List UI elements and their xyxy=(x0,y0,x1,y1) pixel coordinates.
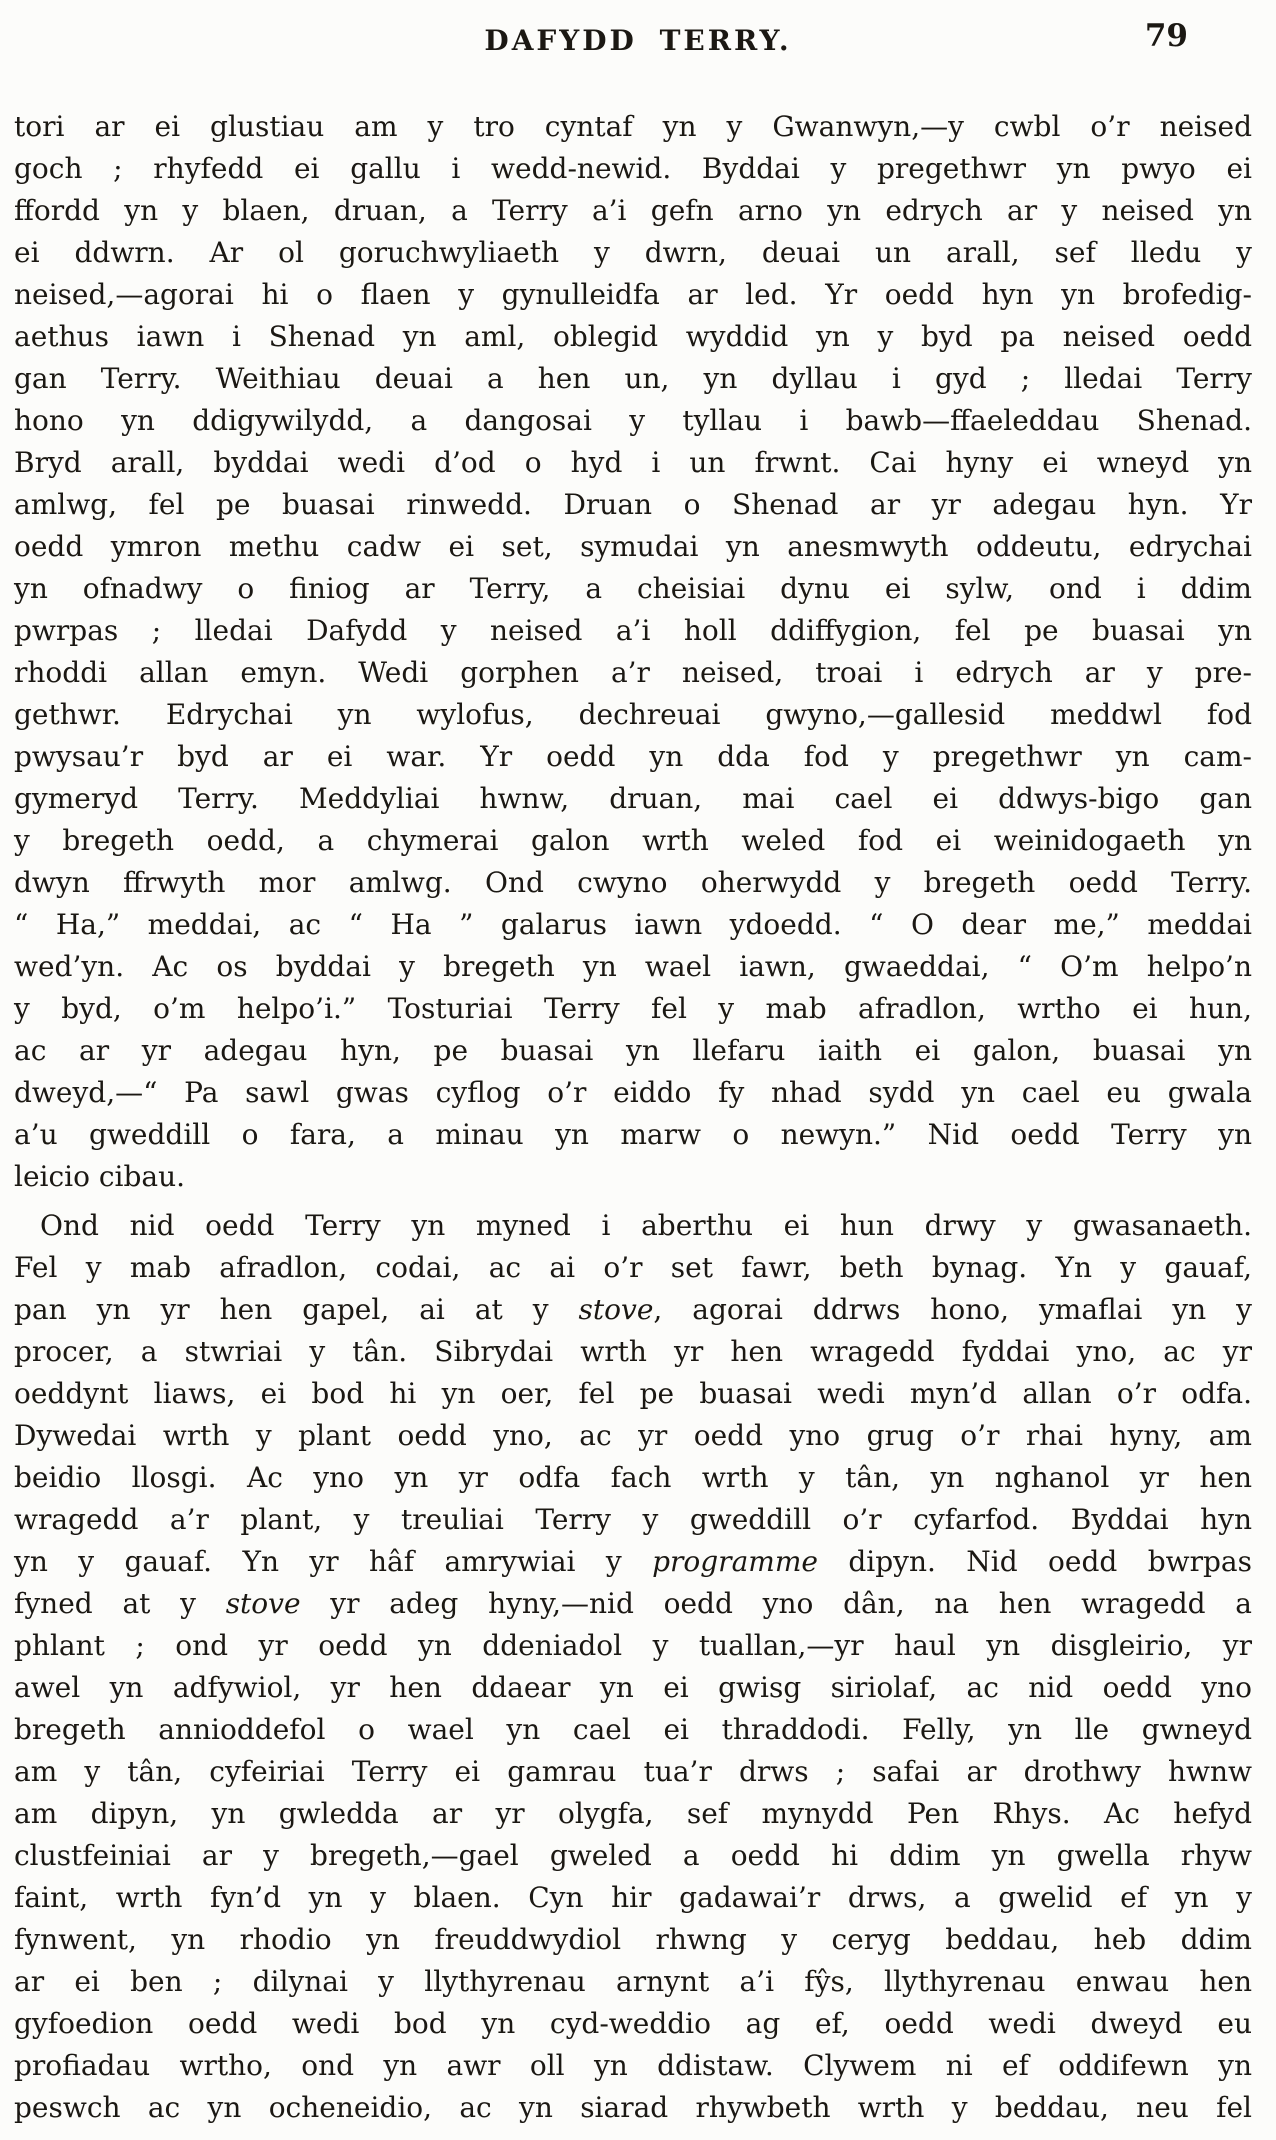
text-line: am y tân, cyfeiriai Terry ei gamrau tua’r drws ; safai ar drothwy hwnw xyxy=(14,1755,1252,1788)
text-line: dweyd,—“ Pa sawl gwas cyflog o’r eiddo fy nhad sydd yn cael eu gwala xyxy=(14,1076,1252,1109)
text-line: Fel y mab afradlon, codai, ac ai o’r set fawr, beth bynag. Yn y gauaf, xyxy=(14,1251,1252,1284)
text-line: procer, a stwriai y tân. Sibrydai wrth yr hen wragedd fyddai yno, ac yr xyxy=(14,1335,1252,1368)
page-text-block xyxy=(14,106,1252,2129)
text-line: Dywedai wrth y plant oedd yno, ac yr oedd yno grug o’r rhai hyny, am xyxy=(14,1419,1252,1452)
text-line: aethus iawn i Shenad yn aml, oblegid wyddid yn y byd pa neised oedd xyxy=(14,320,1252,353)
text-line: am dipyn, yn gwledda ar yr olygfa, sef mynydd Pen Rhys. Ac hefyd xyxy=(14,1797,1252,1830)
text-line: profiadau wrtho, ond yn awr oll yn ddistaw. Clywem ni ef oddifewn yn xyxy=(14,2049,1252,2082)
text-line: beidio llosgi. Ac yno yn yr odfa fach wrth y tân, yn nghanol yr hen xyxy=(14,1461,1252,1494)
text-line: yn y gauaf. Yn yr hâf amrywiai y programme dipyn. Nid oedd bwrpas xyxy=(14,1545,1252,1578)
text-line: pwrpas ; lledai Dafydd y neised a’i holl ddiffygion, fel pe buasai yn xyxy=(14,614,1252,647)
text-line: “ Ha,” meddai, ac “ Ha ” galarus iawn ydoedd. “ O dear me,” meddai xyxy=(14,908,1252,941)
text-line: neised,—agorai hi o flaen y gynulleidfa ar led. Yr oedd hyn yn brofedig- xyxy=(14,278,1252,311)
text-line: a’u gweddill o fara, a minau yn marw o newyn.” Nid oedd Terry yn xyxy=(14,1118,1252,1151)
text-line: ei ddwrn. Ar ol goruchwyliaeth y dwrn, deuai un arall, sef lledu y xyxy=(14,236,1252,269)
text-line: faint, wrth fyn’d yn y blaen. Cyn hir gadawai’r drws, a gwelid ef yn y xyxy=(14,1881,1252,1914)
text-line: Ond nid oedd Terry yn myned i aberthu ei hun drwy y gwasanaeth. xyxy=(40,1209,1252,1242)
text-line: gan Terry. Weithiau deuai a hen un, yn dyllau i gyd ; lledai Terry xyxy=(14,362,1252,395)
text-line: oedd ymron methu cadw ei set, symudai yn anesmwyth oddeutu, edrychai xyxy=(14,530,1252,563)
text-line: pwysau’r byd ar ei war. Yr oedd yn dda fod y pregethwr yn cam- xyxy=(14,740,1252,773)
text-line: bregeth annioddefol o wael yn cael ei thraddodi. Felly, yn lle gwneyd xyxy=(14,1713,1252,1746)
text-line: gyfoedion oedd wedi bod yn cyd-weddio ag ef, oedd wedi dweyd eu xyxy=(14,2007,1252,2040)
text-line: wragedd a’r plant, y treuliai Terry y gweddill o’r cyfarfod. Byddai hyn xyxy=(14,1503,1252,1536)
text-line: phlant ; ond yr oedd yn ddeniadol y tuallan,—yr haul yn disgleirio, yr xyxy=(14,1629,1252,1662)
text-line: dwyn ffrwyth mor amlwg. Ond cwyno oherwydd y bregeth oedd Terry. xyxy=(14,866,1252,899)
text-line: y byd, o’m helpo’i.” Tosturiai Terry fel y mab afradlon, wrtho ei hun, xyxy=(14,992,1252,1025)
paragraph xyxy=(14,1205,1252,2129)
text-line: amlwg, fel pe buasai rinwedd. Druan o Shenad ar yr adegau hyn. Yr xyxy=(14,488,1252,521)
text-line: y bregeth oedd, a chymerai galon wrth weled fod ei weinidogaeth yn xyxy=(14,824,1252,857)
text-line: Bryd arall, byddai wedi d’od o hyd i un frwnt. Cai hyny ei wneyd yn xyxy=(14,446,1252,479)
text-line: gymeryd Terry. Meddyliai hwnw, druan, mai cael ei ddwys-bigo gan xyxy=(14,782,1252,815)
running-title: DAFYDD TERRY. xyxy=(484,24,792,57)
text-line: oeddynt liaws, ei bod hi yn oer, fel pe buasai wedi myn’d allan o’r odfa. xyxy=(14,1377,1252,1410)
text-line: fynwent, yn rhodio yn freuddwydiol rhwng y ceryg beddau, heb ddim xyxy=(14,1923,1252,1956)
text-line: rhoddi allan emyn. Wedi gorphen a’r neised, troai i edrych ar y pre- xyxy=(14,656,1252,689)
text-line: ar ei ben ; dilynai y llythyrenau arnynt a’i fŷs, llythyrenau enwau hen xyxy=(14,1965,1252,1998)
page-number: 79 xyxy=(1144,18,1188,54)
text-line: gethwr. Edrychai yn wylofus, dechreuai gwyno,—gallesid meddwl fod xyxy=(14,698,1252,731)
text-line: ac ar yr adegau hyn, pe buasai yn llefaru iaith ei galon, buasai yn xyxy=(14,1034,1252,1067)
text-line: awel yn adfywiol, yr hen ddaear yn ei gwisg siriolaf, ac nid oedd yno xyxy=(14,1671,1252,1704)
text-line: tori ar ei glustiau am y tro cyntaf yn y Gwanwyn,—y cwbl o’r neised xyxy=(14,110,1252,143)
paragraph xyxy=(14,106,1252,1198)
text-line: ffordd yn y blaen, druan, a Terry a’i gefn arno yn edrych ar y neised yn xyxy=(14,194,1252,227)
text-line: clustfeiniai ar y bregeth,—gael gweled a oedd hi ddim yn gwella rhyw xyxy=(14,1839,1252,1872)
text-line: yn ofnadwy o finiog ar Terry, a cheisiai dynu ei sylw, ond i ddim xyxy=(14,572,1252,605)
text-line: fyned at y stove yr adeg hyny,—nid oedd yno dân, na hen wragedd a xyxy=(14,1587,1252,1620)
text-line: wed’yn. Ac os byddai y bregeth yn wael iawn, gwaeddai, “ O’m helpo’n xyxy=(14,950,1252,983)
text-line: peswch ac yn ocheneidio, ac yn siarad rhywbeth wrth y beddau, neu fel xyxy=(14,2091,1252,2124)
text-line: goch ; rhyfedd ei gallu i wedd-newid. Byddai y pregethwr yn pwyo ei xyxy=(14,152,1252,185)
text-line: pan yn yr hen gapel, ai at y stove, agorai ddrws hono, ymaflai yn y xyxy=(14,1293,1252,1326)
text-line: hono yn ddigywilydd, a dangosai y tyllau i bawb—ffaeleddau Shenad. xyxy=(14,404,1252,437)
text-line: leicio cibau. xyxy=(14,1160,186,1193)
